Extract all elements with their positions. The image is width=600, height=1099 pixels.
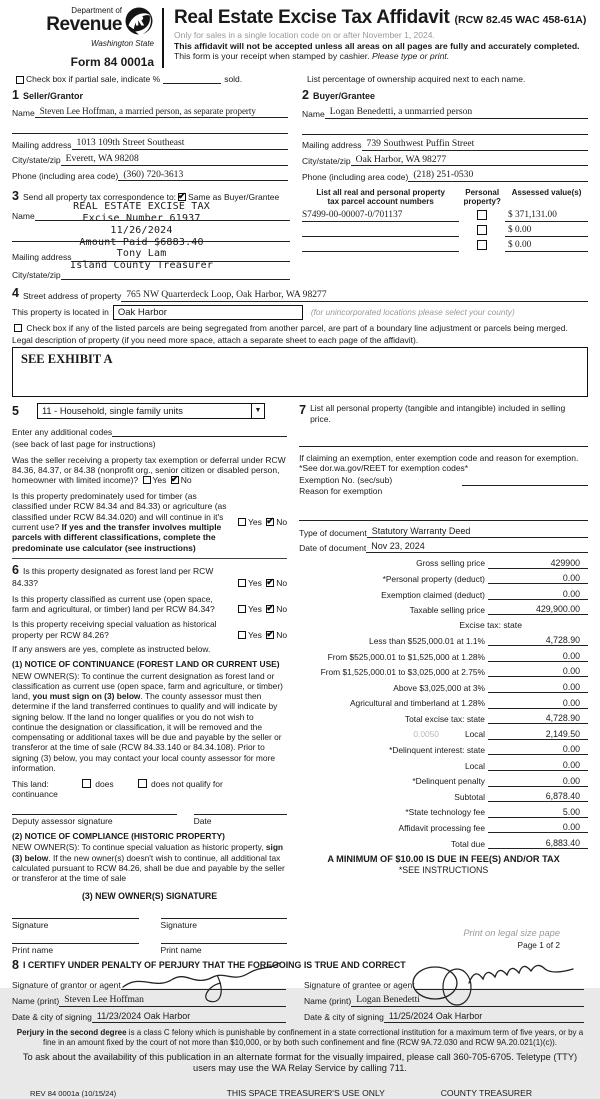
parcel-row <box>302 210 588 222</box>
notice1-title: (1) NOTICE OF CONTINUANCE (FOREST LAND OR CURRENT USE) <box>12 659 280 670</box>
grantor-date-field[interactable]: 11/23/2024 Oak Harbor <box>92 1011 286 1023</box>
land-does-not-checkbox[interactable] <box>138 779 147 788</box>
land-use-dropdown[interactable] <box>37 403 265 419</box>
money-row-gross: Gross selling price 429900 <box>299 558 588 569</box>
section5-header <box>12 403 287 419</box>
grantor-date-label: Date & city of signing <box>12 1012 92 1023</box>
print-size-note: Print on legal size pape <box>463 928 560 938</box>
parcel-assessed-field[interactable]: $ 0.00 <box>505 240 588 252</box>
section7-number: 7 <box>299 403 307 418</box>
exemption-note: If claiming an exemption, enter exemption code and reason for exemption. *See dor.wa.gov/REET for exemption codes* <box>299 453 579 474</box>
section2-number: 2 <box>302 88 309 103</box>
q6-3-no-checkbox[interactable] <box>266 631 274 639</box>
buyer-name-label: Name <box>302 108 325 119</box>
section6-number: 6 <box>12 562 19 577</box>
notice2-body: NEW OWNER(S): To continue special valuation as historic property, sign (3) below. If the new owner(s) doesn't wish to continue, all additional tax calculated pursuant to RCW 84.26, shall be due and payable by the seller or transferor at the time of sale <box>12 842 285 884</box>
additional-codes-label: Enter any additional codes <box>12 427 113 438</box>
buyer-name-extra-field[interactable] <box>302 123 588 135</box>
same-as-buyer-checkbox[interactable] <box>178 193 186 201</box>
treasurer-stamp: REAL ESTATE EXCISE TAX Excise Number 61937 11/26/2024 Amount Paid $6883.40 Tony Lam Island County Treasurer <box>70 201 214 272</box>
buyer-mailing-field[interactable]: 739 Southwest Puffin Street <box>362 138 588 151</box>
grantor-sig-label: Signature of grantor or agent <box>12 979 121 990</box>
question-exemption-deferral: Was the seller receiving a property tax exemption or deferral under RCW 84.36, 84.37, or 84.38 (nonprofit org., senior citizen or disabled person, homeowner with limited income)? Yes ✔ No <box>12 455 287 486</box>
parcel-row <box>302 240 588 252</box>
section3-number: 3 <box>12 189 19 204</box>
money-row-tier2: From $525,000.01 to $1,525,000 at 1.28% 0.00 <box>299 651 588 662</box>
exemption-no-field[interactable] <box>462 475 588 486</box>
notice1-body: NEW OWNER(S): To continue the current designation as forest land or classification as current use (open space, farm and agriculture, or timber) land, you must sign on (3) below. The county assessor must then determine if the land transferred continues to qualify and will indicate by signing below. If the land no longer qualifies or you do not wish to continue the designation or classification, it will be removed and the compensating or additional taxes will be due and payable by the seller or transferor at the time of sale (RCW 84.33.140 or 84.34.108). Prior to signing (3) below, you may contact your local county assessor for more information. <box>12 670 283 773</box>
header-note-bold: This affidavit will not be accepted unless all areas on all pages are fully and accurately completed. <box>174 40 580 51</box>
section5-number: 5 <box>12 403 19 418</box>
q5-1-no-checkbox[interactable] <box>171 476 179 484</box>
corr-mailing-label: Mailing address <box>12 252 72 263</box>
street-address-label: Street address of property <box>22 291 122 302</box>
section-divider <box>12 558 287 559</box>
seller-name-label: Name <box>12 107 35 118</box>
exemption-no-label: Exemption No. (sec/sub) <box>299 475 393 486</box>
partial-sale-percent-field[interactable] <box>163 83 221 84</box>
treasurer-use-label: THIS SPACE TREASURER'S USE ONLY <box>226 1088 385 1099</box>
question-historical: Is this property receiving special valuation as historical property per RCW 84.26? Yes ✔ No <box>12 619 287 640</box>
section-buyer <box>300 88 588 182</box>
street-address-field[interactable]: 765 NW Quarterdeck Loop, Oak Harbor, WA 98277 <box>121 289 588 302</box>
money-row-delinquent-interest: *Delinquent interest: state 0.00 <box>299 744 588 755</box>
header-note-receipt: This form is your receipt when stamped by cashier. Please type or print. <box>174 51 450 62</box>
new-owner-signature-field-1[interactable]: Signature <box>12 918 139 930</box>
if-yes-note: If any answers are yes, complete as instructed below. <box>12 644 211 655</box>
new-owner-printname-field-1[interactable]: Print name <box>12 943 139 955</box>
seller-city-field[interactable]: Everett, WA 98208 <box>61 153 288 166</box>
parcel-personal-checkbox[interactable] <box>477 225 487 235</box>
money-row-local: 0.0050 Local 2,149.50 <box>299 729 588 740</box>
form-number: Form 84 0001a <box>70 55 154 70</box>
alternate-format-note: To ask about the availability of this publication in an alternate format for the visually impaired, please call 360-705-6705. Teletype (TTY) users may use the WA Relay Service by calling 711. <box>22 1051 578 1073</box>
partial-sale-label: Check box if partial sale, indicate % <box>26 73 161 84</box>
delinquent-interest-state-value[interactable]: 0.00 <box>488 744 588 755</box>
legal-description-field[interactable]: SEE EXHIBIT A <box>12 347 588 397</box>
q6-2-yes-checkbox[interactable] <box>238 605 246 613</box>
money-row-tier3: From $1,525,000.01 to $3,025,000 at 2.75% 0.00 <box>299 666 588 677</box>
grantor-signature <box>121 961 281 1001</box>
section-personal-property <box>297 403 588 955</box>
total-excise-state-value[interactable]: 4,728.90 <box>488 713 588 724</box>
reason-exemption-label: Reason for exemption <box>299 485 383 496</box>
land-does-checkbox[interactable] <box>82 779 91 788</box>
tier2-value[interactable]: 0.00 <box>488 651 588 662</box>
money-row-delinquent-penalty: *Delinquent penalty 0.00 <box>299 776 588 787</box>
rev-number: REV 84 0001a (10/15/24) <box>30 1088 117 1098</box>
date-of-document-field[interactable]: Nov 23, 2024 <box>366 541 588 553</box>
section8-number: 8 <box>12 957 19 972</box>
state-technology-fee-value[interactable]: 5.00 <box>488 807 588 818</box>
codes-note: (see back of last page for instructions) <box>12 439 156 450</box>
correspondence-label: Send all property tax correspondence to: <box>22 191 177 202</box>
chevron-down-icon[interactable]: ▼ <box>251 404 264 418</box>
parcel-header-personal: Personal property? <box>463 188 501 206</box>
grantee-signature-field[interactable] <box>415 977 584 990</box>
notice2-title: (2) NOTICE OF COMPLIANCE (HISTORIC PROPERTY) <box>12 831 225 842</box>
county-treasurer-label: COUNTY TREASURER <box>440 1088 533 1099</box>
question-forest-land: 6 Is this property designated as forest land per RCW 84.33? Yes ✔ No <box>12 563 287 589</box>
local-tax-value[interactable]: 2,149.50 <box>488 729 588 740</box>
type-of-document-field[interactable]: Statutory Warranty Deed <box>367 526 588 538</box>
money-row-total-state: Total excise tax: state 4,728.90 <box>299 713 588 724</box>
parcel-number-field[interactable]: S7499-00-00007-0/701137 <box>302 210 459 222</box>
located-note: (for unincorporated locations please select your county) <box>310 307 515 318</box>
exemption-claimed-value[interactable]: 0.00 <box>488 589 588 600</box>
logo-revenue-text: Revenue <box>46 13 122 35</box>
seller-mailing-field[interactable]: 1013 109th Street Southeast <box>72 137 288 150</box>
grantor-name-label: Name (print) <box>12 996 60 1007</box>
partial-sale-suffix: sold. <box>224 73 243 84</box>
corr-name-label: Name <box>12 211 35 222</box>
q6-1-no-checkbox[interactable] <box>266 579 274 587</box>
minimum-due-note: A MINIMUM OF $10.00 IS DUE IN FEE(S) AND/OR TAX <box>327 853 560 864</box>
land-qualify-row: This land: continuance does does not qualify for <box>12 779 223 800</box>
buyer-city-label: City/state/zip <box>302 156 351 167</box>
parcel-header-numbers: List all real and personal property tax parcel account numbers <box>316 188 445 206</box>
money-row-subtotal: Subtotal 6,878.40 <box>299 791 588 802</box>
logo-state-text: Washington State <box>90 39 154 49</box>
buyer-phone-field[interactable]: (218) 251-0530 <box>408 169 588 182</box>
question-current-use: Is this property classified as current use (open space, farm and agricultural, or timber) land per RCW 84.34? Yes ✔ No <box>12 594 287 615</box>
section-certification <box>12 958 588 1023</box>
seller-phone-field[interactable]: (360) 720-3613 <box>118 169 288 182</box>
parcel-assessed-field[interactable]: $ 371,131.00 <box>505 210 588 222</box>
seller-city-label: City/state/zip <box>12 155 61 166</box>
grantee-name-label: Name (print) <box>304 996 352 1007</box>
deputy-assessor-signature-field[interactable]: Deputy assessor signature <box>12 814 177 826</box>
grantor-name-field[interactable]: Steven Lee Hoffman <box>59 994 286 1007</box>
grantor-signature-field[interactable] <box>121 977 286 990</box>
grantee-sig-label: Signature of grantee or agent <box>304 979 415 990</box>
seller-name-field[interactable]: Steven Lee Hoffman, a married person, as separate property <box>35 106 288 118</box>
seller-name-extra-field[interactable] <box>12 122 288 134</box>
buyer-title: Buyer/Grantee <box>312 91 375 102</box>
money-row-total-due: Total due 6,883.40 <box>299 838 588 849</box>
local-rate-watermark: 0.0050 <box>413 729 439 740</box>
same-as-buyer-label: Same as Buyer/Grantee <box>188 191 280 202</box>
parcel-personal-checkbox[interactable] <box>477 210 487 220</box>
located-dropdown[interactable]: Oak Harbor <box>113 305 303 320</box>
partial-sale-checkbox[interactable] <box>16 76 24 84</box>
logo-dept-text: Department of <box>71 6 122 15</box>
money-row-delinquent-local: Local 0.00 <box>299 760 588 771</box>
personal-property-list-field[interactable] <box>299 446 588 447</box>
section-tax-correspondence <box>12 189 300 280</box>
new-owner-signature-field-2[interactable]: Signature <box>161 918 288 930</box>
parcel-table <box>300 189 588 280</box>
type-of-document-label: Type of document <box>299 527 367 538</box>
located-label: This property is located in <box>12 306 109 317</box>
buyer-name-field[interactable]: Logan Benedetti, a unmarried person <box>325 106 588 119</box>
delinquent-penalty-value[interactable]: 0.00 <box>488 776 588 787</box>
perjury-note: Perjury in the second degree is a class C felony which is punishable by confinement in a state correctional institution for a maximum term of five years, or by a fine in an amount fixed by the court of not more than $10,000, or by both such confinement and fine (RCW 9A.72.030 and RCW 9A.20.021(1)(c)). <box>16 1027 584 1047</box>
buyer-mailing-label: Mailing address <box>302 140 362 151</box>
ownership-note: List percentage of ownership acquired next to each name. <box>307 73 526 84</box>
gross-selling-price-value[interactable]: 429900 <box>488 558 588 569</box>
new-owner-signature-title: (3) NEW OWNER(S) SIGNATURE <box>81 891 218 902</box>
parcel-header-assessed: Assessed value(s) <box>511 188 582 198</box>
personal-property-deduct-value[interactable]: 0.00 <box>488 573 588 584</box>
money-row-tech-fee: *State technology fee 5.00 <box>299 807 588 818</box>
parcel-personal-checkbox[interactable] <box>477 240 487 250</box>
money-row-personal-deduct: *Personal property (deduct) 0.00 <box>299 573 588 584</box>
excise-tax-state-header: Excise tax: state <box>459 620 522 631</box>
grantee-signature <box>409 961 579 1007</box>
page-number: Page 1 of 2 <box>517 940 560 951</box>
date-of-document-label: Date of document <box>299 542 367 553</box>
segregated-label: Check box if any of the listed parcels are being segregated from another parcel, are part of a boundary line adjustment or parcels being merged. <box>26 322 568 333</box>
money-row-processing-fee: Affidavit processing fee 0.00 <box>299 822 588 833</box>
header-note-gray: Only for sales in a single location code on or after November 1, 2024. <box>174 30 435 41</box>
header <box>12 6 588 70</box>
certify-statement: I CERTIFY UNDER PENALTY OF PERJURY THAT THE FOREGOING IS TRUE AND CORRECT <box>22 960 406 971</box>
q5-2-yes-checkbox[interactable] <box>238 518 246 526</box>
tier3-value[interactable]: 0.00 <box>488 666 588 677</box>
grantee-name-field[interactable]: Logan Benedetti <box>351 994 584 1007</box>
tier4-value[interactable]: 0.00 <box>488 682 588 693</box>
legal-description-label: Legal description of property (if you need more space, attach a separate sheet to each page of the affidavit). <box>12 335 419 346</box>
parcel-assessed-field[interactable]: $ 0.00 <box>505 225 588 237</box>
seller-mailing-label: Mailing address <box>12 139 72 150</box>
reason-exemption-field[interactable] <box>299 520 588 521</box>
q5-2-no-checkbox[interactable] <box>266 518 274 526</box>
affidavit-processing-fee-value[interactable]: 0.00 <box>488 822 588 833</box>
seller-phone-label: Phone (including area code) <box>12 171 119 182</box>
money-row-tier4: Above $3,025,000 at 3% 0.00 <box>299 682 588 693</box>
corr-city-label: City/state/zip <box>12 270 61 281</box>
new-owner-printname-field-2[interactable]: Print name <box>161 943 288 955</box>
buyer-city-field[interactable]: Oak Harbor, WA 98277 <box>351 154 588 167</box>
taxable-selling-price-value[interactable]: 429,900.00 <box>488 604 588 615</box>
parcel-number-field[interactable] <box>302 225 459 237</box>
parcel-number-field[interactable] <box>302 240 459 252</box>
money-row-agricultural: Agricultural and timberland at 1.28% 0.00 <box>299 698 588 709</box>
section-seller <box>12 88 300 182</box>
q6-3-yes-checkbox[interactable] <box>238 631 246 639</box>
buyer-phone-label: Phone (including area code) <box>302 171 409 182</box>
grantee-date-field[interactable]: 11/25/2024 Oak Harbor <box>384 1011 584 1023</box>
personal-property-intro: List all personal property (tangible and intangible) included in selling price. <box>310 403 566 424</box>
grantee-date-label: Date & city of signing <box>304 1012 384 1023</box>
subtotal-value[interactable]: 6,878.40 <box>488 791 588 802</box>
tier1-value[interactable]: 4,728.90 <box>488 635 588 646</box>
parcel-row <box>302 225 588 237</box>
dor-logo <box>12 6 162 70</box>
page-title: Real Estate Excise Tax Affidavit (RCW 82.45 WAC 458-61A) <box>174 7 587 28</box>
dor-swirl-icon <box>124 6 154 38</box>
agricultural-value[interactable]: 0.00 <box>488 698 588 709</box>
total-due-value[interactable]: 6,883.40 <box>488 838 588 849</box>
q5-1-yes-checkbox[interactable] <box>143 476 151 484</box>
question-timber-agriculture: Is this property predominately used for timber (as classified under RCW 84.34 and 84.33) or agriculture (as classified under RCW 84.34.020) and will continue in it's current use? If yes and the transfer involves multiple parcels with different classifications, complete the predominate use calculator (see instructions) Yes ✔ No <box>12 491 287 553</box>
see-instructions-note: *SEE INSTRUCTIONS <box>398 865 489 876</box>
segregated-checkbox[interactable] <box>14 324 22 332</box>
section-property <box>12 286 588 397</box>
land-use-value: 11 - Household, single family units <box>41 405 183 416</box>
additional-codes-field[interactable] <box>112 426 287 437</box>
delinquent-interest-local-value[interactable]: 0.00 <box>488 760 588 771</box>
money-row-tier1: Less than $525,000.01 at 1.1% 4,728.90 <box>299 635 588 646</box>
money-row-exemption-deduct: Exemption claimed (deduct) 0.00 <box>299 589 588 600</box>
section1-number: 1 <box>12 88 19 103</box>
q6-2-no-checkbox[interactable] <box>266 605 274 613</box>
q6-1-yes-checkbox[interactable] <box>238 579 246 587</box>
seller-title: Seller/Grantor <box>22 91 83 102</box>
deputy-date-field[interactable]: Date <box>194 814 288 826</box>
section4-number: 4 <box>12 286 19 301</box>
money-row-taxable: Taxable selling price 429,900.00 <box>299 604 588 615</box>
